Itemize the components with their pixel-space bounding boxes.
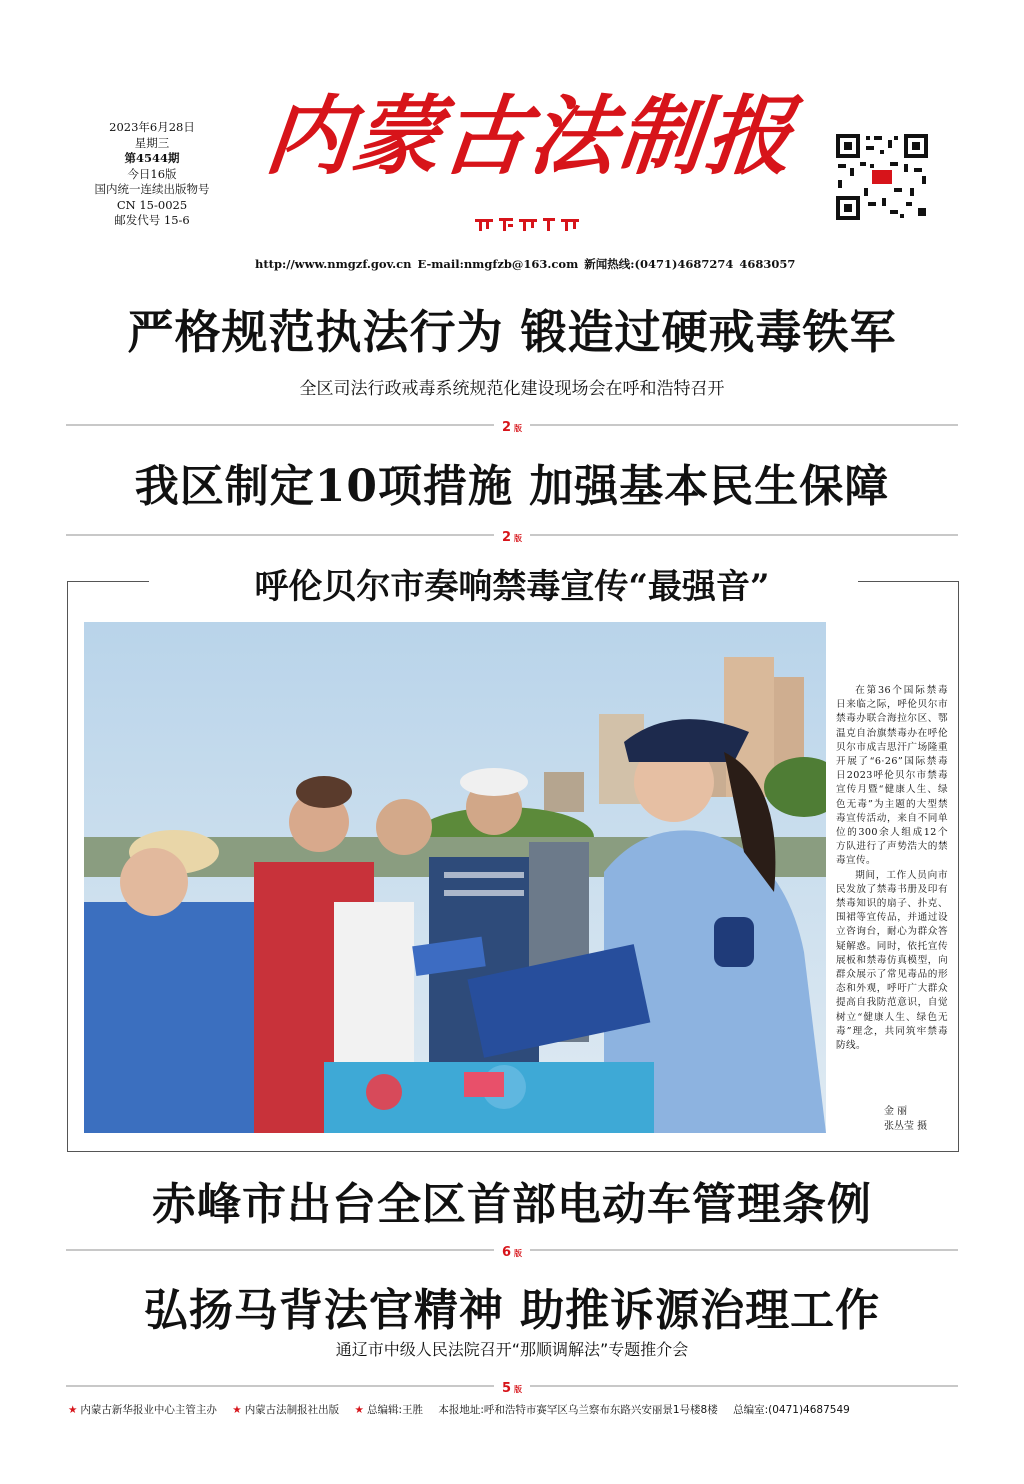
article-paragraph: 期间，工作人员向市民发放了禁毒书册及印有禁毒知识的扇子、扑克、围裙等宣传品，并通过设立咨询台，耐心为群众答疑解惑。同时，依托宣传展板和禁毒仿真模型，向群众展示了常见毒品的形态和外观，呼吁广大群众提高自我防范意识，自觉树立“健康人生、绿色无毒”理念，共同筑牢禁毒防线。 [836, 869, 948, 1052]
star-icon: ★ [232, 1404, 242, 1416]
page-number: 2 [501, 530, 512, 545]
feature-article [836, 684, 948, 1053]
mongolian-script-icon [473, 216, 583, 232]
footer-item: 总编辑:王胜 [366, 1404, 423, 1416]
feature-photo [84, 622, 826, 1133]
page-suffix: 版 [514, 534, 523, 543]
page-ref-2 [0, 526, 1024, 545]
page-number: 6 [501, 1245, 512, 1260]
author: 金 丽 [884, 1106, 908, 1117]
postal-code: 邮发代号 15-6 [114, 213, 190, 227]
newspaper-logo [245, 82, 815, 212]
cn-label: 国内统一连续出版物号 [94, 182, 210, 196]
footer-item: 内蒙古法制报社出版 [244, 1404, 340, 1416]
issue-pages: 今日16版 [127, 166, 177, 181]
headline-4[interactable]: 弘扬马背法官精神 助推诉源治理工作 [143, 1285, 881, 1336]
headline-2[interactable]: 我区制定10项措施 加强基本民生保障 [134, 461, 890, 512]
issue-info [72, 120, 232, 229]
footer-item: 内蒙古新华报业中心主管主办 [80, 1404, 217, 1416]
issue-weekday: 星期三 [134, 135, 170, 150]
cn-number: CN 15-0025 [116, 197, 188, 212]
headline-4-subtitle: 通辽市中级人民法院召开“那顺调解法”专题推介会 [335, 1340, 689, 1359]
star-icon: ★ [354, 1404, 364, 1416]
footer [68, 1402, 968, 1417]
page-ref-4 [0, 1377, 1024, 1396]
page-suffix: 版 [514, 1385, 523, 1394]
page-suffix: 版 [514, 1249, 523, 1258]
page-number: 2 [501, 420, 512, 435]
page-number: 5 [501, 1381, 512, 1396]
headline-3[interactable]: 赤峰市出台全区首部电动车管理条例 [152, 1179, 872, 1230]
footer-editorial: 总编室:(0471)4687549 [733, 1404, 850, 1416]
headline-1-subtitle: 全区司法行政戒毒系统规范化建设现场会在呼和浩特召开 [299, 379, 725, 399]
page-suffix: 版 [514, 424, 523, 433]
contact-line: http://www.nmgzf.gov.cn E-mail:nmgfzb@163.com 新闻热线:(0471)4687274 4683057 [255, 257, 796, 271]
page-ref-1 [0, 416, 1024, 435]
issue-date: 2023年6月28日 [109, 120, 195, 134]
logo-text: 内蒙古法制报 [260, 86, 800, 187]
page-ref-3 [0, 1241, 1024, 1260]
feature-title[interactable]: 呼伦贝尔市奏响禁毒宣传“最强音” [254, 567, 770, 607]
headline-1[interactable]: 严格规范执法行为 锻造过硬戒毒铁军 [127, 305, 897, 359]
footer-address: 本报地址:呼和浩特市赛罕区乌兰察布东路兴安丽景1号楼8楼 [438, 1404, 718, 1416]
qr-code-icon[interactable] [834, 132, 930, 222]
byline [836, 1104, 946, 1134]
article-paragraph: 在第36个国际禁毒日来临之际，呼伦贝尔市禁毒办联合海拉尔区、鄂温克自治旗禁毒办在呼伦贝尔市成吉思汗广场隆重开展了“6·26”国际禁毒日2023呼伦贝尔市禁毒宣传月暨“健康人生、绿色无毒”为主题的大型禁毒宣传活动，来自不同单位的300余人组成12个方队进行了声势浩大的禁毒宣传。 [836, 685, 948, 867]
star-icon: ★ [68, 1404, 78, 1416]
issue-number: 第4544期 [124, 151, 180, 165]
photographer: 张丛莹 摄 [884, 1121, 928, 1132]
